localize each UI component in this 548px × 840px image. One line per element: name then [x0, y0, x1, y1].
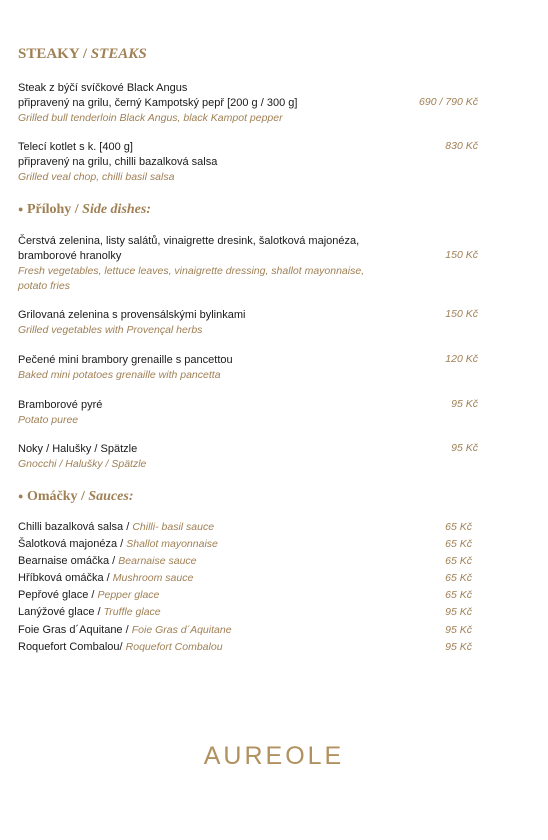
sauce-name-cz: Pepřové glace [18, 589, 89, 601]
sauce-row: Lanýžové glace / Truffle glace 95 Kč [18, 604, 478, 621]
menu-item-veal-chop [18, 140, 488, 185]
sauce-name-en: Foie Gras d´Aquitane [131, 624, 232, 636]
sauce-price: 65 Kč [445, 589, 472, 601]
section-title-sides [18, 202, 151, 218]
sauce-row: Chilli bazalková salsa / Chilli- basil sauce 65 Kč [18, 519, 478, 536]
menu-item-grilled-vegetables [18, 308, 488, 338]
menu-item-potato-puree [18, 398, 488, 428]
sauce-row: Roquefort Combalou/ Roquefort Combalou 95 Kč [18, 639, 478, 656]
item-name-cz-cont: bramborové hranolky [18, 250, 122, 262]
sauce-name-cz: Roquefort Combalou [18, 641, 120, 653]
section-title-cz: STEAKY / [18, 46, 88, 62]
item-price: 95 Kč [451, 442, 478, 454]
menu-item-fresh-vegetables [18, 234, 488, 294]
sauce-row: Bearnaise omáčka / Bearnaise sauce 65 Kč [18, 553, 478, 570]
sauce-name-en: Roquefort Combalou [125, 641, 223, 653]
menu-item-black-angus [18, 81, 488, 126]
sauce-price: 65 Kč [445, 538, 472, 550]
item-desc-en-cont: potato fries [18, 280, 70, 292]
sauce-row: Foie Gras d´Aquitane / Foie Gras d´Aquitane 95 Kč [18, 622, 478, 639]
sauce-price: 65 Kč [445, 555, 472, 567]
item-desc-en: Gnocchi / Halušky / Spätzle [18, 458, 147, 470]
sauce-price: 65 Kč [445, 572, 472, 584]
sauce-name-en: Mushroom sauce [112, 572, 194, 584]
section-title-en: STEAKS [90, 46, 147, 62]
sauce-price: 95 Kč [445, 624, 472, 636]
sauce-name-cz: Foie Gras d´Aquitane [18, 624, 123, 636]
section-title-cz: Omáčky / [26, 489, 85, 504]
bullet-icon: ● [18, 204, 24, 214]
item-price: 120 Kč [445, 353, 478, 365]
sauce-name-en: Truffle glace [103, 606, 161, 618]
item-desc-en: Grilled bull tenderloin Black Angus, black Kampot pepper [18, 112, 283, 124]
section-title-steaks [18, 46, 147, 63]
sauce-name-cz: Šalotková majonéza [18, 538, 118, 550]
sauce-row: Pepřové glace / Pepper glace 65 Kč [18, 587, 478, 604]
item-name-cz: Noky / Halušky / Spätzle [18, 443, 138, 455]
sauce-price: 65 Kč [445, 521, 472, 533]
menu-item-gnocchi [18, 442, 488, 472]
section-title-en: Sauces: [88, 489, 134, 504]
item-name-cz: Grilovaná zelenina s provensálskými bylinkami [18, 309, 246, 321]
sauce-price: 95 Kč [445, 606, 472, 618]
item-name-cz: Čerstvá zelenina, listy salátů, vinaigrette dresink, šalotková majonéza, [18, 235, 360, 247]
item-desc-cz: připravený na grilu, černý Kampotský pepř [200 g / 300 g] [18, 97, 298, 109]
sauce-name-cz: Bearnaise omáčka [18, 555, 110, 567]
menu-item-mini-potatoes [18, 353, 488, 383]
section-title-sauces [18, 489, 134, 505]
item-desc-en: Fresh vegetables, lettuce leaves, vinaigrette dressing, shallot mayonnaise, [18, 265, 365, 277]
sauce-name-cz: Chilli bazalková salsa [18, 521, 124, 533]
sauce-name-cz: Lanýžové glace [18, 606, 95, 618]
item-price: 95 Kč [451, 398, 478, 410]
item-name-cz: Bramborové pyré [18, 399, 103, 411]
aureole-logo: AUREOLE [203, 742, 345, 770]
item-price: 150 Kč [445, 308, 478, 320]
section-title-cz: Přílohy / [26, 202, 79, 217]
item-desc-cz: připravený na grilu, chilli bazalková salsa [18, 156, 218, 168]
sauce-name-cz: Hříbková omáčka [18, 572, 104, 584]
sauce-name-en: Chilli- basil sauce [132, 521, 215, 533]
item-name-cz: Pečené mini brambory grenaille s pancettou [18, 354, 233, 366]
item-desc-en: Grilled vegetables with Provençal herbs [18, 324, 203, 336]
section-title-en: Side dishes: [82, 202, 152, 217]
item-desc-en: Grilled veal chop, chilli basil salsa [18, 171, 175, 183]
item-desc-en: Potato puree [18, 414, 79, 426]
bullet-icon: ● [18, 491, 24, 501]
item-price: 150 Kč [445, 249, 478, 261]
item-price: 690 / 790 Kč [419, 96, 478, 108]
sauce-price: 95 Kč [445, 641, 472, 653]
item-desc-en: Baked mini potatoes grenaille with pancetta [18, 369, 221, 381]
item-name-cz: Steak z býčí svíčkové Black Angus [18, 82, 188, 94]
sauce-name-en: Bearnaise sauce [118, 555, 197, 567]
item-name-cz: Telecí kotlet s k. [400 g] [18, 141, 133, 153]
sauce-row: Hříbková omáčka / Mushroom sauce 65 Kč [18, 570, 478, 587]
item-price: 830 Kč [445, 140, 478, 152]
sauce-row: Šalotková majonéza / Shallot mayonnaise 65 Kč [18, 536, 478, 553]
sauce-name-en: Pepper glace [97, 589, 160, 601]
sauce-name-en: Shallot mayonnaise [126, 538, 218, 550]
